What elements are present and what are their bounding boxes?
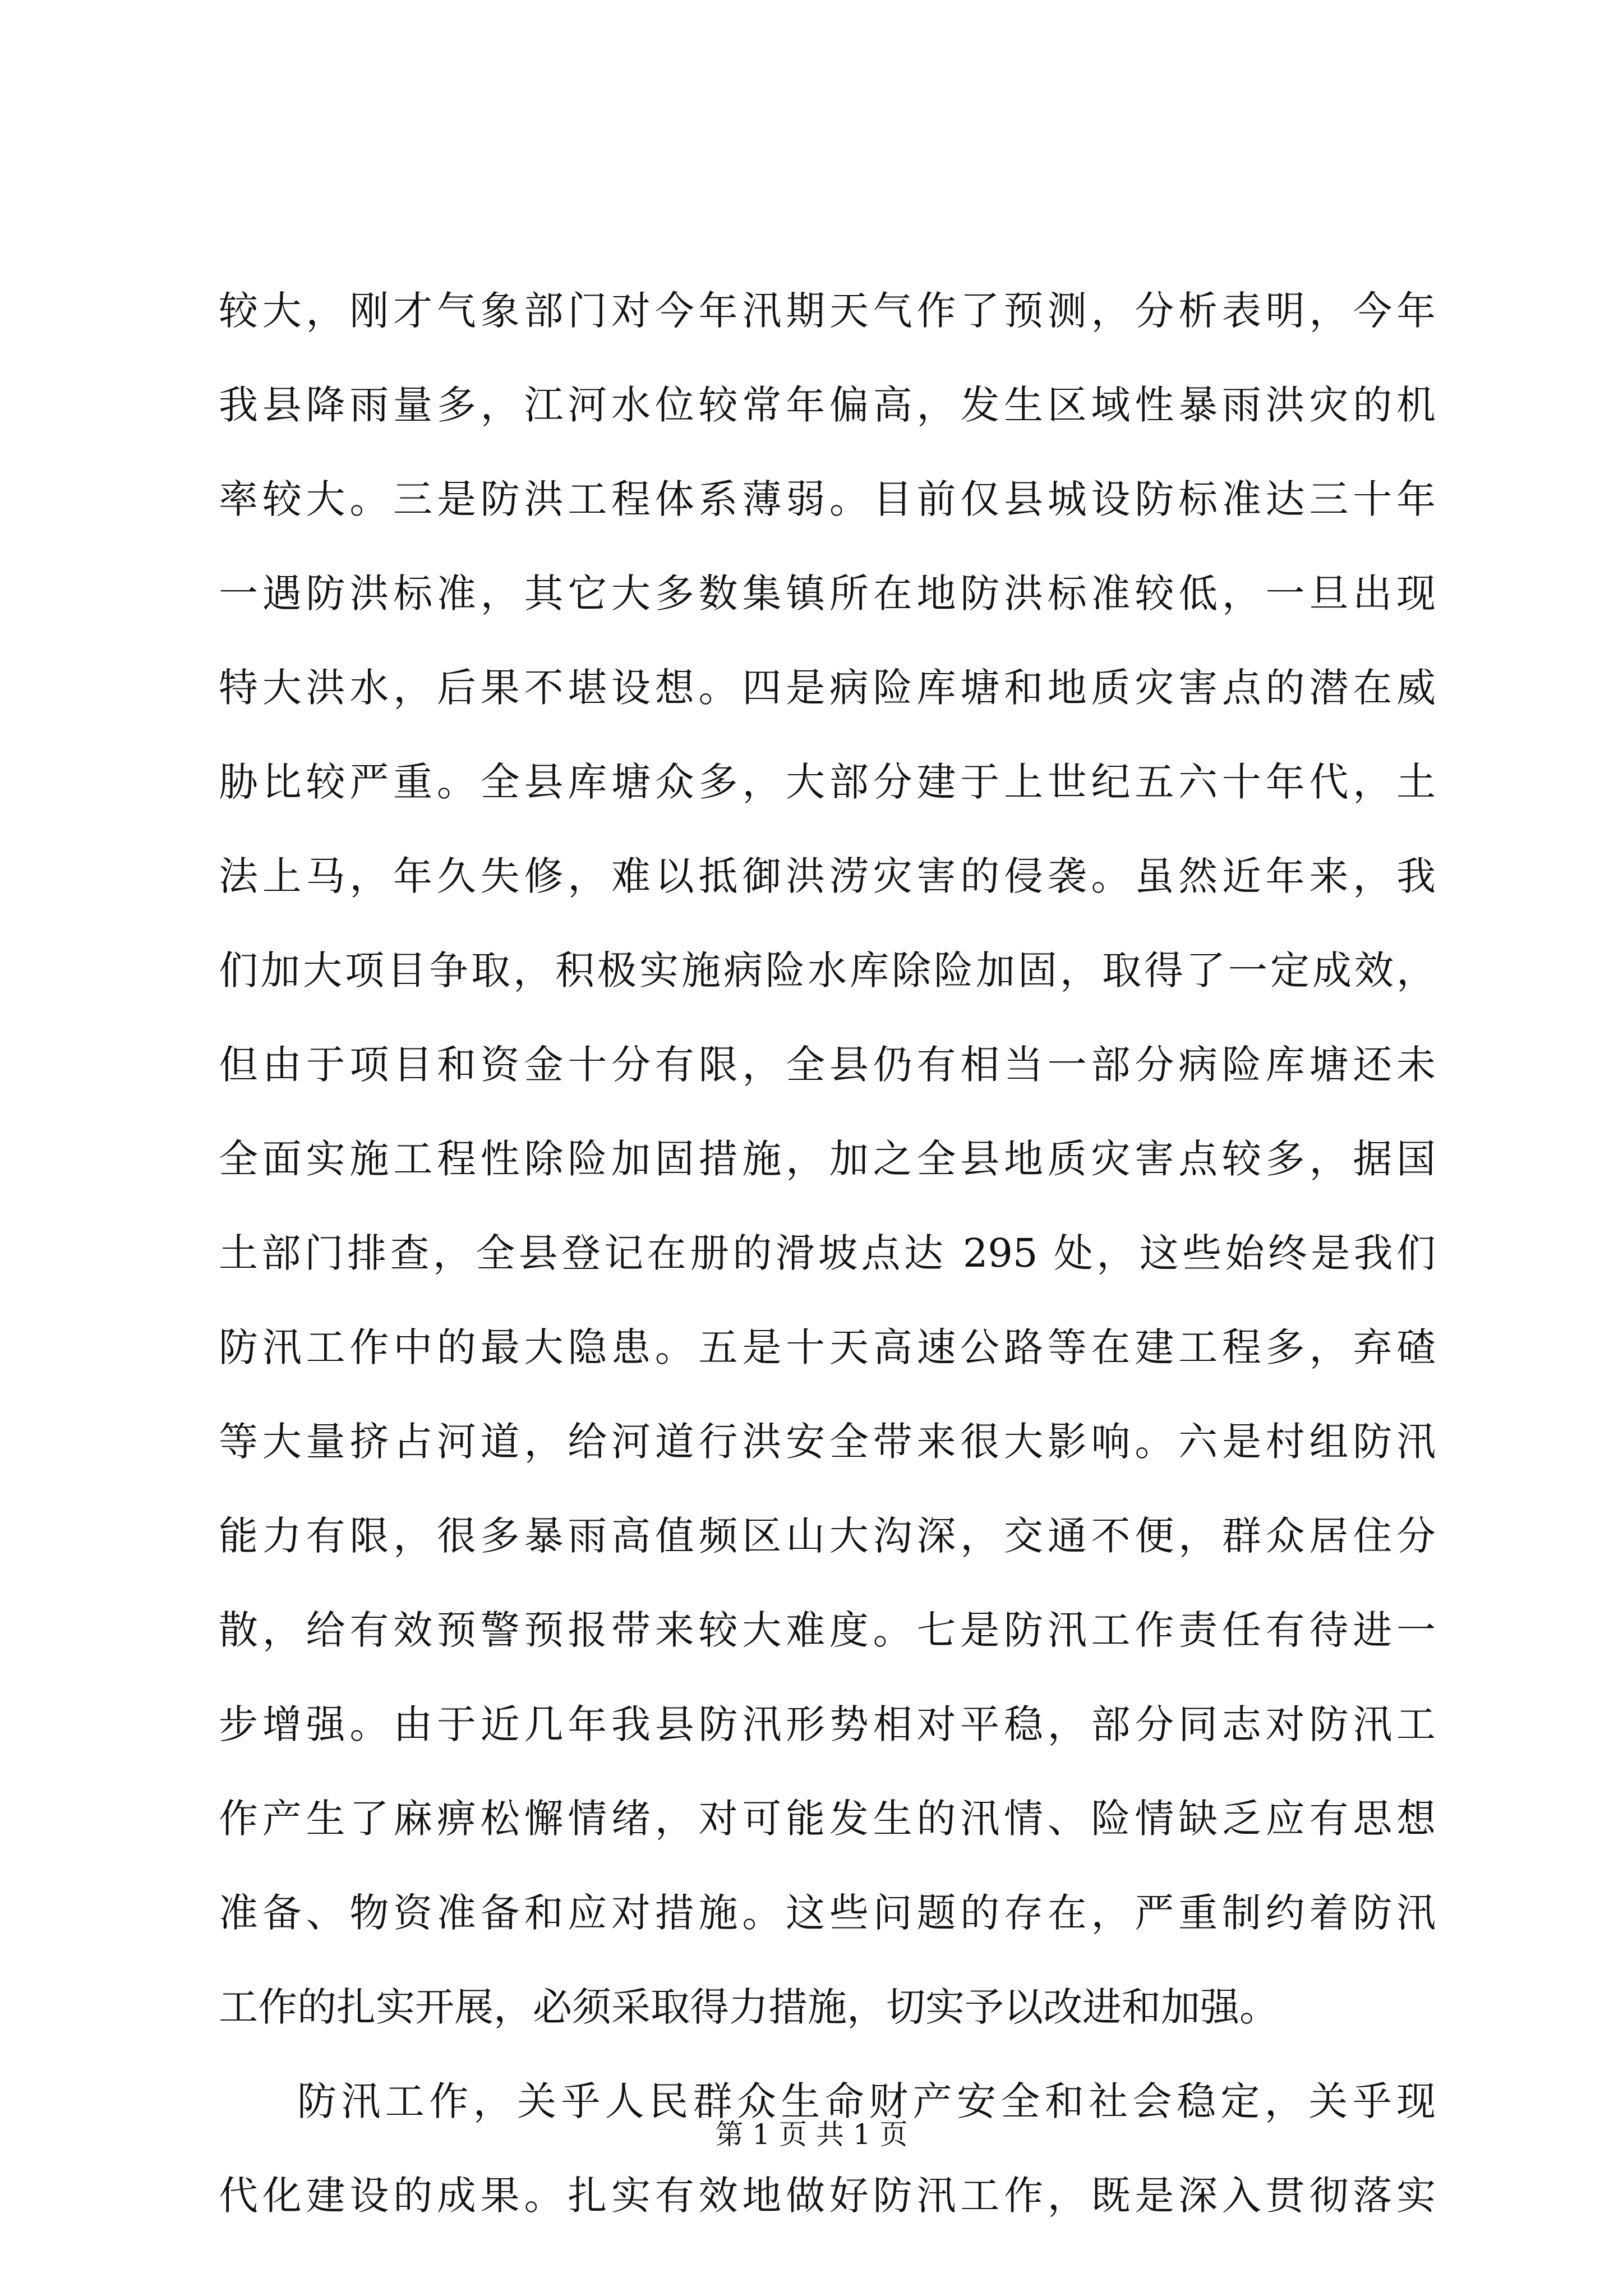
paragraph-first-line: 防汛工作，关乎人民群众生命财产安全和社会稳定，关乎现: [297, 2078, 1436, 2124]
text-line: 但由于项目和资金十分有限，全县仍有相当一部分病险库塘还未: [219, 1042, 1436, 1088]
text-line: 一遇防洪标准，其它大多数集镇所在地防洪标准较低，一旦出现: [219, 570, 1436, 616]
text-line: 们加大项目争取，积极实施病险水库除险加固，取得了一定成效，: [219, 947, 1436, 993]
text-line: 代化建设的成果。扎实有效地做好防汛工作，既是深入贯彻落实: [219, 2173, 1436, 2219]
text-line: 胁比较严重。全县库塘众多，大部分建于上世纪五六十年代，土: [219, 759, 1436, 805]
text-line: 法上马，年久失修，难以抵御洪涝灾害的侵袭。虽然近年来，我: [219, 853, 1436, 899]
text-line: 全面实施工程性除险加固措施，加之全县地质灾害点较多，据国: [219, 1136, 1436, 1182]
text-line: 特大洪水，后果不堪设想。四是病险库塘和地质灾害点的潜在威: [219, 665, 1436, 711]
text-line: 土部门排查，全县登记在册的滑坡点达 295 处，这些始终是我们: [219, 1230, 1436, 1276]
text-line: 防汛工作中的最大隐患。五是十天高速公路等在建工程多，弃碴: [219, 1324, 1436, 1370]
text-line: 较大，刚才气象部门对今年汛期天气作了预测，分析表明，今年: [219, 288, 1436, 334]
text-line: 作产生了麻痹松懈情绪，对可能发生的汛情、险情缺乏应有思想: [219, 1796, 1436, 1842]
text-line: 我县降雨量多，江河水位较常年偏高，发生区域性暴雨洪灾的机: [219, 382, 1436, 428]
text-line: 散，给有效预警预报带来较大难度。七是防汛工作责任有待进一: [219, 1607, 1436, 1653]
body-text: [219, 264, 1436, 2243]
text-line: 等大量挤占河道，给河道行洪安全带来很大影响。六是村组防汛: [219, 1419, 1436, 1465]
text-line: 能力有限，很多暴雨高值频区山大沟深，交通不便，群众居住分: [219, 1513, 1436, 1559]
text-line: 工作的扎实开展，必须采取得力措施，切实予以改进和加强。: [219, 1984, 1279, 2030]
page-footer: 第 1 页 共 1 页: [715, 2118, 908, 2151]
text-line: 准备、物资准备和应对措施。这些问题的存在，严重制约着防汛: [219, 1890, 1436, 1936]
text-line: 步增强。由于近几年我县防汛形势相对平稳，部分同志对防汛工: [219, 1701, 1436, 1747]
text-line: 率较大。三是防洪工程体系薄弱。目前仅县城设防标准达三十年: [219, 476, 1436, 522]
